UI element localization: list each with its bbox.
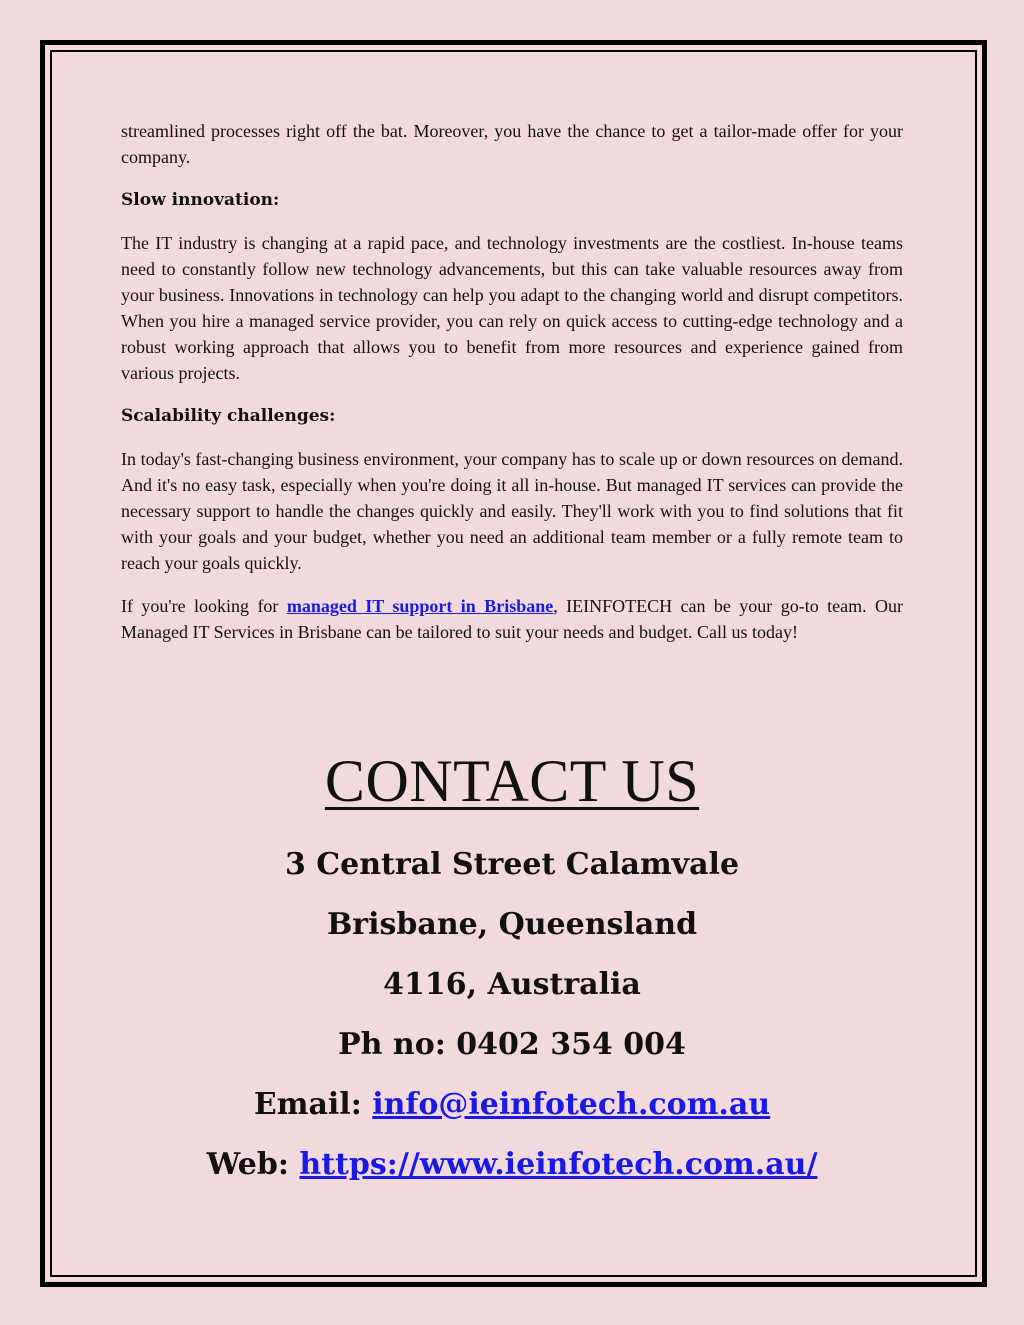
email-label: Email: [253,1087,373,1122]
contact-section [45,745,979,1195]
web-line [45,1135,979,1195]
paragraph-scalability: In today's fast-changing business environment, your company has to scale up or down resources on demand. And it's no easy task, especially when you're doing it all in-house. But managed IT services can provide the necessary support to handle the changes quickly and easily. They'll work with you to find solutions that fit with your goals and your budget, whether you need an additional team member or a fully remote team to reach your goals quickly. [121,449,903,573]
paragraph-slow-innovation: The IT industry is changing at a rapid pace, and technology investments are the costliest. In-house teams need to constantly follow new technology advancements, but this can take valuable resources away from your business. Innovations in technology can help you adapt to the changing world and disrupt competitors. When you hire a managed service provider, you can rely on quick access to cutting-edge technology and a robust working approach that allows you to benefit from more resources and experience gained from various projects. [121,233,903,383]
paragraph-call-to-action [121,593,903,645]
email-line [45,1075,979,1135]
web-label: Web: [206,1147,300,1182]
address-postcode: 4116, Australia [383,967,641,1002]
article-body [121,118,903,662]
heading-slow-innovation: Slow innovation: [121,190,280,210]
cta-text-before: If you're looking for [121,596,287,616]
email-link[interactable]: info@ieinfotech.com.au [372,1087,771,1122]
contact-title: CONTACT US [324,748,700,814]
phone-number: Ph no: 0402 354 004 [338,1027,686,1062]
managed-it-support-link[interactable]: managed IT support in Brisbane [286,596,554,616]
paragraph-intro: streamlined processes right off the bat. Moreover, you have the chance to get a tailor-made offer for your company. [121,121,903,167]
cta-text-after: , IEINFOTECH can be your go-to team. Our Managed IT Services in Brisbane can be tailored to suit your needs and budget. Call us today! [121,596,903,642]
heading-scalability: Scalability challenges: [121,406,336,426]
address-city: Brisbane, Queensland [326,907,698,942]
website-link[interactable]: https://www.ieinfotech.com.au/ [299,1147,818,1182]
address-street: 3 Central Street Calamvale [284,847,740,882]
